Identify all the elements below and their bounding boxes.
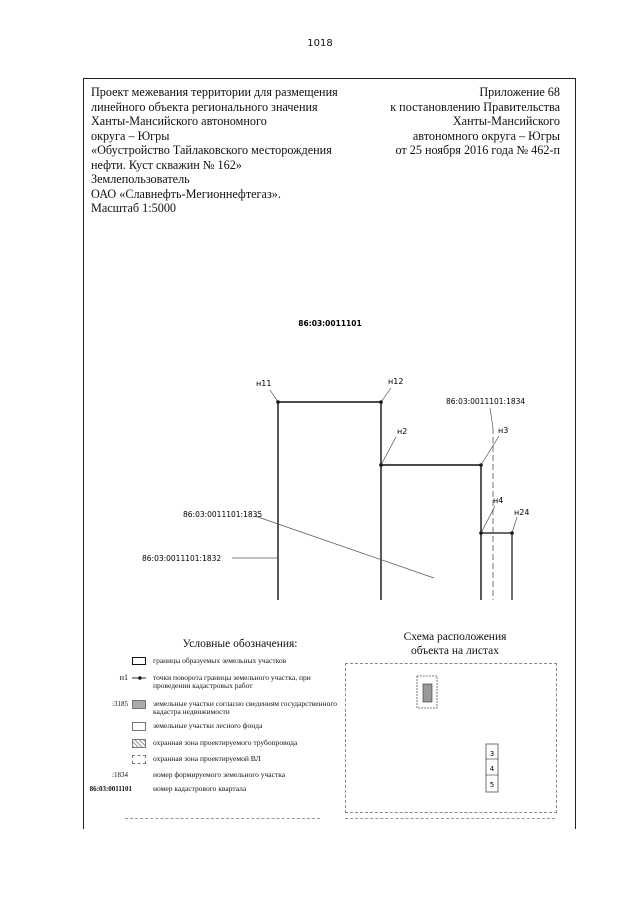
point-label-n11: н11 (256, 379, 272, 388)
scheme-title-line: Схема расположения (403, 631, 507, 643)
appendix-block (330, 85, 560, 158)
parcel-label-1834: 86:03:0011101:1834 (446, 397, 526, 406)
scheme-title (380, 630, 530, 658)
cadastral-map (84, 300, 564, 610)
scheme-sheet-number: 3 (489, 750, 495, 758)
quarter-label: 86:03:0011101 (298, 319, 362, 328)
sheet-layout-scheme (345, 663, 557, 813)
legend-text: земельные участки лесного фонда (153, 721, 263, 730)
legend-key: н1 (119, 673, 128, 682)
sheet-layout-drawing (346, 664, 556, 812)
point-leader (481, 436, 499, 465)
appendix-line: Ханты-Мансийского (452, 114, 560, 128)
legend-text: номер кадастрового квартала (153, 784, 247, 793)
pipeline-zone-swatch-icon (132, 739, 146, 748)
power-line-zone-swatch-icon (132, 755, 146, 764)
legend-item (92, 755, 332, 769)
legend-item (92, 739, 332, 753)
project-title-block (91, 85, 371, 216)
legend-text: точки поворота границы земельного участка, при проведении кадастровых работ (153, 673, 311, 690)
legend-title: Условные обозначения: (182, 638, 298, 650)
land-user-name: ОАО «Славнефть-Мегионнефтегаз». (91, 186, 281, 201)
scheme-sheet-number: 5 (489, 781, 495, 789)
appendix-line: автономного округа – Югры (412, 128, 560, 143)
parcel-boundary-right (381, 465, 481, 600)
legend-item (92, 699, 337, 718)
bottom-dash-line (345, 818, 555, 819)
legend-key: :3185 (112, 700, 128, 708)
legend-item (92, 674, 332, 694)
point-label-n2: н2 (397, 427, 408, 436)
legend-item (89, 784, 332, 799)
turning-point-icon (132, 674, 146, 682)
cadastre-swatch-icon (132, 700, 146, 709)
scale-label: Масштаб 1:5000 (91, 201, 177, 215)
point-label-n12: н12 (388, 377, 404, 386)
appendix-line: к постановлению Правительства (390, 99, 560, 114)
point-label-n3: н3 (498, 426, 509, 435)
legend-item (92, 722, 332, 736)
bottom-dash-line (125, 818, 320, 819)
project-title-line: нефти. Куст скважин № 162» (91, 157, 242, 172)
legend-key: :1834 (112, 771, 128, 779)
legend-text: охранная зона проектируемой ВЛ (153, 754, 261, 763)
parcel-boundary-step (481, 533, 512, 600)
point-label-n24: н24 (514, 508, 530, 517)
legend-item (92, 657, 332, 671)
legend-text: земельные участки согласно сведениям государственного кадастра недвижимости (153, 699, 337, 716)
boundary-swatch-icon (132, 657, 146, 665)
project-title-line: линейного объекта регионального значения (91, 99, 318, 114)
project-title-line: Ханты-Мансийского автономного (91, 114, 267, 128)
legend-text: границы образуемых земельных участков (153, 656, 287, 665)
scheme-title-line: объекта на листах (410, 645, 500, 657)
parcel-label-1832: 86:03:0011101:1832 (142, 554, 222, 563)
point-leader (512, 517, 517, 533)
leader-line-1834 (490, 408, 493, 428)
point-leader (381, 388, 391, 402)
scheme-object-shape (423, 684, 432, 702)
land-user-label: Землепользователь (91, 172, 190, 186)
leader-line-1835 (255, 516, 434, 578)
scheme-sheet-number: 4 (489, 765, 495, 773)
legend-text: номер формируемого земельного участка (153, 770, 286, 779)
point-label-n4: н4 (493, 496, 504, 505)
appendix-line: Приложение 68 (479, 85, 560, 99)
parcel-boundary-left (278, 402, 381, 600)
forest-fund-swatch-icon (132, 722, 146, 731)
legend-item (92, 771, 332, 785)
appendix-line: от 25 ноября 2016 года № 462-п (395, 143, 560, 157)
parcel-label-1835: 86:03:0011101:1835 (183, 510, 263, 519)
legend-text: охранная зона проектируемого трубопровода (153, 738, 298, 747)
point-leader (381, 437, 396, 465)
project-title-line: Проект межевания территории для размещения (91, 85, 338, 99)
point-leader (270, 390, 278, 402)
legend-key: 86:03:0011101 (89, 785, 132, 793)
project-title-line: округа – Югры (91, 128, 170, 143)
page-number: 1018 (307, 38, 333, 49)
project-title-line: «Обустройство Тайлаковского месторождения (91, 143, 332, 157)
